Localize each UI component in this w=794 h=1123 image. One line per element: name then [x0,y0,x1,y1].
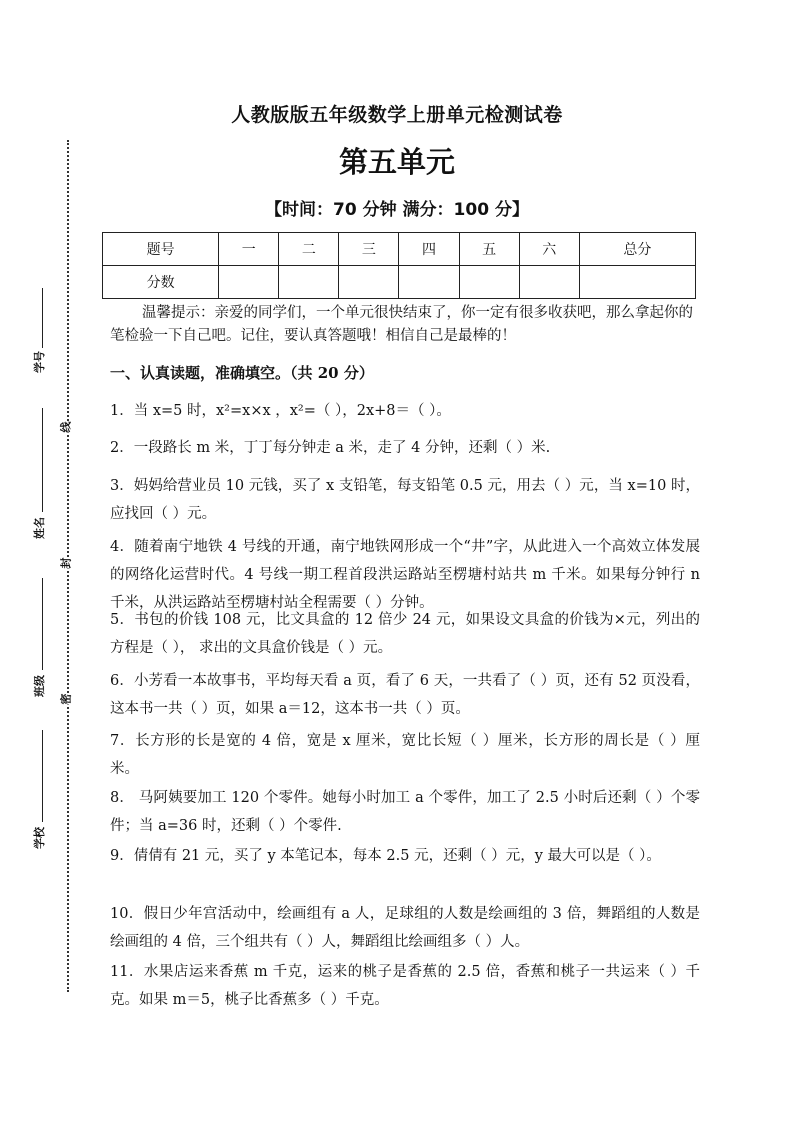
question-3: 3．妈妈给营业员 10 元钱，买了 x 支铅笔，每支铅笔 0.5 元，用去（ ）元，当 x=10 时，应找回（ ）元。 [110,478,700,522]
question-7: 7．长方形的长是宽的 4 倍，宽是 x 厘米，宽比长短（ ）厘米，长方形的周长是（ ）厘米。 [110,733,700,777]
student-id-label: 学号 [33,351,46,373]
score-cell[interactable] [459,266,519,299]
class-field[interactable] [28,578,48,698]
score-row-label: 分数 [103,266,219,299]
school-field[interactable] [28,730,48,850]
question-1: 1．当 x=5 时，x²=x×x ，x²=（ ），2x+8＝（ ）。 [110,403,451,419]
question-11: 11．水果店运来香蕉 m 千克，运来的桃子是香蕉的 2.5 倍，香蕉和桃子一共运来（ ）千克。如果 m＝5，桃子比香蕉多（ ）千克。 [110,964,700,1008]
warm-tip: 温馨提示：亲爱的同学们，一个单元很快结束了，你一定有很多收获吧，那么拿起你的笔检验一下自己吧。记住，要认真答题哦！相信自己是最棒的！ [110,305,693,344]
binding-char-mi: 密 [59,693,73,705]
header-cell: 四 [399,233,459,266]
header-cell: 题号 [103,233,219,266]
class-line [42,578,43,670]
question-10: 10．假日少年宫活动中，绘画组有 a 人，足球组的人数是绘画组的 3 倍，舞蹈组的人数是绘画组的 4 倍，三个组共有（ ）人，舞蹈组比绘画组多（ ）人。 [110,906,700,950]
header-cell: 一 [219,233,279,266]
header-cell: 二 [279,233,339,266]
header-cell: 三 [339,233,399,266]
student-id-line [42,288,43,348]
score-table-score-row [103,266,696,299]
binding-char-feng: 封 [59,557,73,569]
name-line [42,408,43,512]
question-2: 2．一段路长 m 米，丁丁每分钟走 a 米，走了 4 分钟，还剩（ ）米. [110,440,551,456]
score-table-header-row [103,233,696,266]
header-cell: 六 [519,233,579,266]
student-id-field[interactable] [28,288,48,378]
score-cell[interactable] [339,266,399,299]
question-6: 6．小芳看一本故事书，平均每天看 a 页，看了 6 天，一共看了（ ）页，还有 52 页没看，这本书一共（ ）页，如果 a＝12，这本书一共（ ）页。 [110,673,700,717]
header-cell: 五 [459,233,519,266]
class-label: 班级 [33,675,46,697]
question-9: 9．倩倩有 21 元，买了 y 本笔记本，每本 2.5 元，还剩（ ）元，y 最大可以是（ ）。 [110,848,661,864]
subject-title: 人教版版五年级数学上册单元检测试卷 [231,104,563,126]
school-line [42,730,43,822]
unit-title: 第五单元 [338,145,455,179]
score-cell[interactable] [519,266,579,299]
score-cell[interactable] [279,266,339,299]
score-table [102,232,696,299]
score-cell[interactable] [579,266,695,299]
section-1-heading: 一、认真读题，准确填空。（共 20 分） [110,364,374,382]
name-field[interactable] [28,408,48,538]
question-5: 5．书包的价钱 108 元，比文具盒的 12 倍少 24 元，如果设文具盒的价钱为×元，列出的方程是（ ）， 求出的文具盒价钱是（ ）元。 [110,612,700,656]
school-label: 学校 [33,827,46,849]
binding-char-xian: 线 [59,421,73,433]
time-info: 【时间：70 分钟 满分：100 分】 [265,200,529,220]
header-cell: 总分 [579,233,695,266]
score-cell[interactable] [219,266,279,299]
question-4: 4．随着南宁地铁 4 号线的开通，南宁地铁网形成一个“井”字，从此进入一个高效立体发展的网络化运营时代。4 号线一期工程首段洪运路站至楞塘村站共 m 千米。如果每分钟行 n 千米，从洪运路站至楞塘村站全程需要（ ）分钟。 [110,539,700,611]
score-cell[interactable] [399,266,459,299]
name-label: 姓名 [33,517,46,539]
question-8: 8． 马阿姨要加工 120 个零件。她每小时加工 a 个零件，加工了 2.5 小时后还剩（ ）个零件；当 a=36 时，还剩（ ）个零件. [110,790,700,834]
